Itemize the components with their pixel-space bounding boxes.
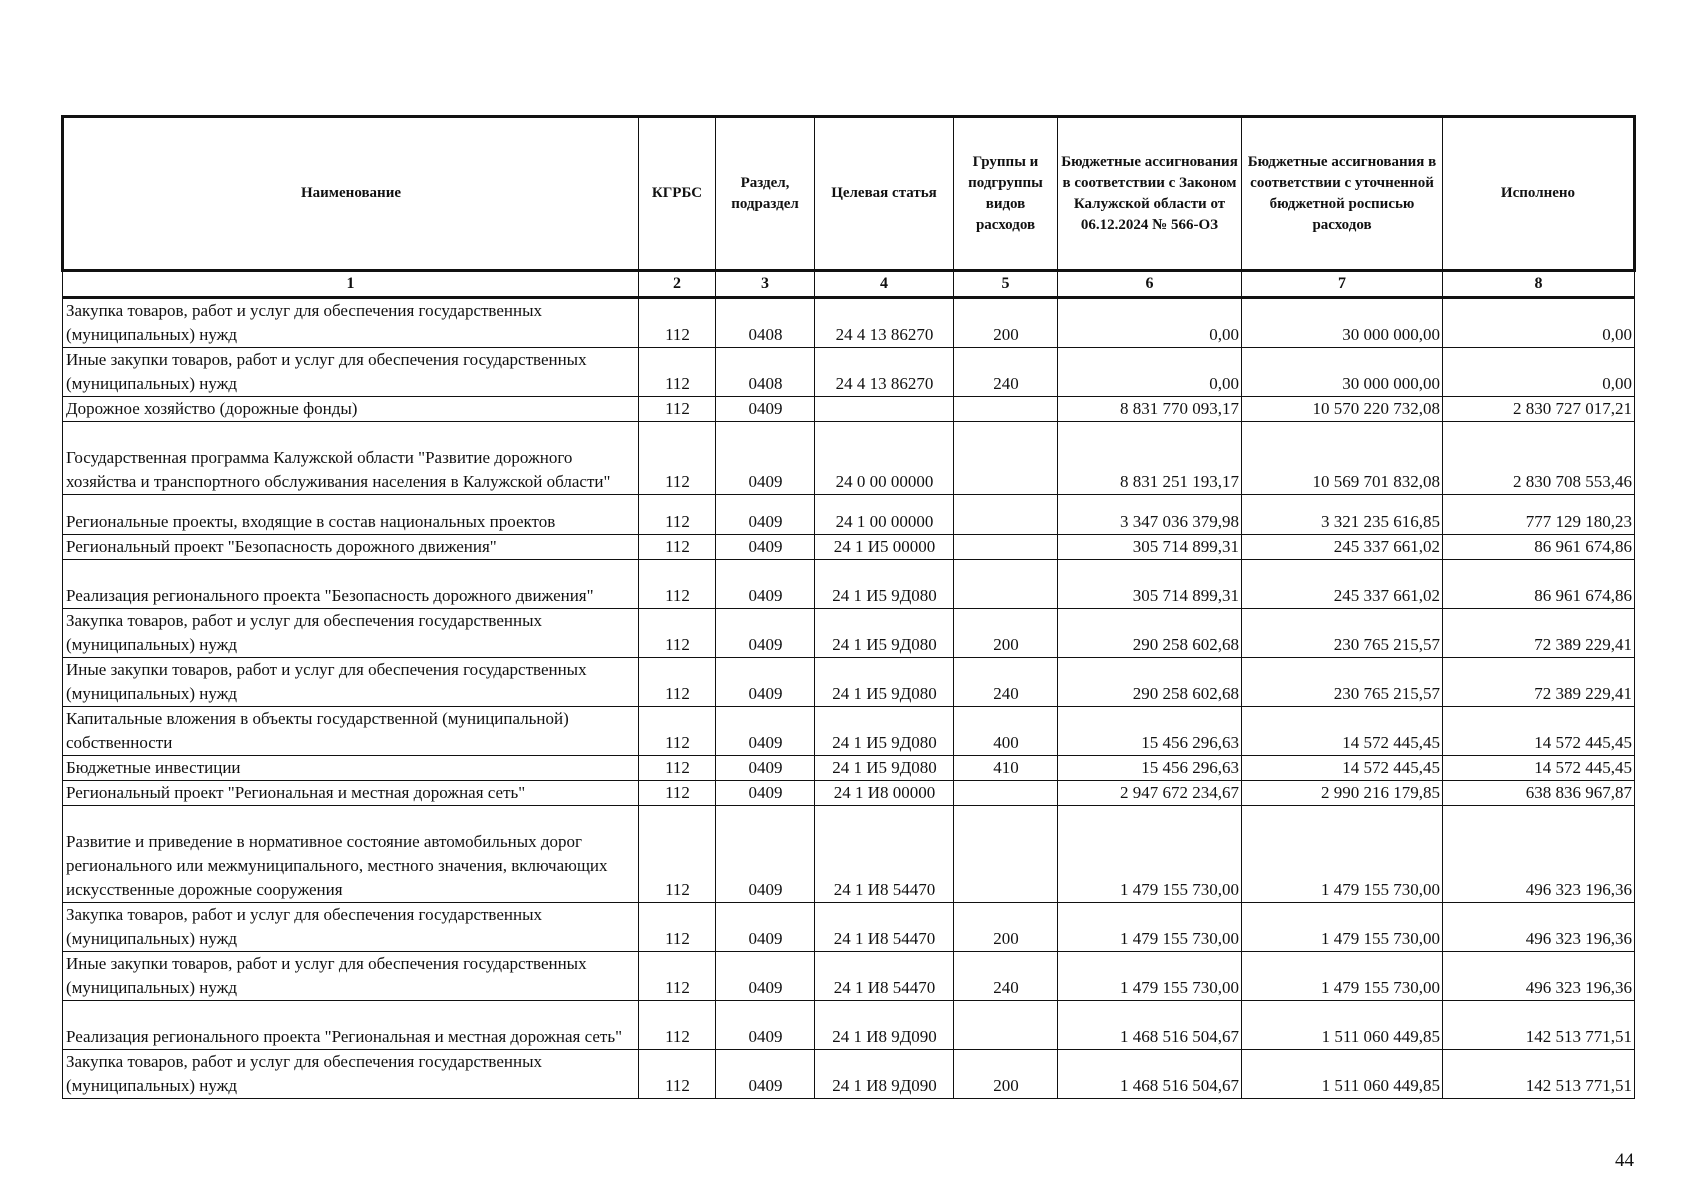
cell-section: 0409: [716, 1050, 815, 1099]
cell-name: Региональный проект "Безопасность дорожного движения": [63, 535, 639, 560]
cell-target-article: 24 1 И5 9Д080: [815, 560, 954, 609]
cell-law-allocation: 1 468 516 504,67: [1058, 1001, 1242, 1050]
cell-kgrbs: 112: [639, 903, 716, 952]
cell-expense-group: [954, 781, 1058, 806]
cell-expense-group: [954, 422, 1058, 495]
cell-executed: 496 323 196,36: [1443, 806, 1635, 903]
cell-kgrbs: 112: [639, 756, 716, 781]
header-expense-groups: Группы и подгруппы видов расходов: [954, 117, 1058, 271]
cell-revised-allocation: 230 765 215,57: [1242, 609, 1443, 658]
cell-name: Дорожное хозяйство (дорожные фонды): [63, 397, 639, 422]
cell-revised-allocation: 3 321 235 616,85: [1242, 495, 1443, 535]
header-name: Наименование: [63, 117, 639, 271]
page-number: 44: [1615, 1150, 1634, 1171]
cell-executed: 86 961 674,86: [1443, 535, 1635, 560]
cell-expense-group: 400: [954, 707, 1058, 756]
cell-kgrbs: 112: [639, 348, 716, 397]
cell-target-article: 24 1 И5 9Д080: [815, 609, 954, 658]
cell-expense-group: 200: [954, 298, 1058, 348]
cell-revised-allocation: 1 511 060 449,85: [1242, 1050, 1443, 1099]
cell-kgrbs: 112: [639, 1001, 716, 1050]
cell-executed: 72 389 229,41: [1443, 609, 1635, 658]
cell-kgrbs: 112: [639, 560, 716, 609]
cell-revised-allocation: 14 572 445,45: [1242, 707, 1443, 756]
cell-revised-allocation: 245 337 661,02: [1242, 560, 1443, 609]
cell-revised-allocation: 30 000 000,00: [1242, 348, 1443, 397]
cell-target-article: 24 1 И8 00000: [815, 781, 954, 806]
cell-name: Реализация регионального проекта "Региональная и местная дорожная сеть": [63, 1001, 639, 1050]
cell-expense-group: 240: [954, 952, 1058, 1001]
cell-executed: 0,00: [1443, 348, 1635, 397]
cell-law-allocation: 1 468 516 504,67: [1058, 1050, 1242, 1099]
cell-executed: 72 389 229,41: [1443, 658, 1635, 707]
cell-name: Развитие и приведение в нормативное состояние автомобильных дорог регионального или межмуниципального, местного значения, включающих искусственные дорожные сооружения: [63, 806, 639, 903]
cell-kgrbs: 112: [639, 781, 716, 806]
cell-section: 0409: [716, 1001, 815, 1050]
cell-name: Бюджетные инвестиции: [63, 756, 639, 781]
cell-executed: 14 572 445,45: [1443, 707, 1635, 756]
header-executed: Исполнено: [1443, 117, 1635, 271]
cell-law-allocation: 8 831 770 093,17: [1058, 397, 1242, 422]
cell-target-article: 24 1 И8 9Д090: [815, 1001, 954, 1050]
cell-expense-group: 200: [954, 609, 1058, 658]
table-row: [63, 298, 1635, 348]
cell-law-allocation: 1 479 155 730,00: [1058, 806, 1242, 903]
cell-name: Закупка товаров, работ и услуг для обеспечения государственных (муниципальных) нужд: [63, 903, 639, 952]
cell-name: Иные закупки товаров, работ и услуг для обеспечения государственных (муниципальных) нужд: [63, 952, 639, 1001]
table-row: [63, 560, 1635, 609]
cell-executed: 86 961 674,86: [1443, 560, 1635, 609]
column-number: 5: [954, 271, 1058, 298]
cell-name: Региональный проект "Региональная и местная дорожная сеть": [63, 781, 639, 806]
cell-kgrbs: 112: [639, 609, 716, 658]
cell-law-allocation: 290 258 602,68: [1058, 609, 1242, 658]
cell-law-allocation: 8 831 251 193,17: [1058, 422, 1242, 495]
cell-section: 0409: [716, 903, 815, 952]
cell-name: Реализация регионального проекта "Безопасность дорожного движения": [63, 560, 639, 609]
cell-revised-allocation: 230 765 215,57: [1242, 658, 1443, 707]
cell-name: Закупка товаров, работ и услуг для обеспечения государственных (муниципальных) нужд: [63, 298, 639, 348]
table-row: [63, 806, 1635, 903]
cell-expense-group: 410: [954, 756, 1058, 781]
table-row: [63, 658, 1635, 707]
table-row: [63, 903, 1635, 952]
cell-revised-allocation: 30 000 000,00: [1242, 298, 1443, 348]
cell-expense-group: [954, 560, 1058, 609]
cell-kgrbs: 112: [639, 397, 716, 422]
cell-name: Государственная программа Калужской области "Развитие дорожного хозяйства и транспортного обслуживания населения в Калужской области": [63, 422, 639, 495]
header-row: [63, 117, 1635, 271]
cell-section: 0409: [716, 397, 815, 422]
table-row: [63, 495, 1635, 535]
cell-section: 0409: [716, 609, 815, 658]
column-number-row: [63, 271, 1635, 298]
cell-revised-allocation: 14 572 445,45: [1242, 756, 1443, 781]
cell-target-article: 24 4 13 86270: [815, 348, 954, 397]
cell-law-allocation: 15 456 296,63: [1058, 707, 1242, 756]
cell-name: Иные закупки товаров, работ и услуг для обеспечения государственных (муниципальных) нужд: [63, 348, 639, 397]
cell-section: 0409: [716, 781, 815, 806]
cell-revised-allocation: 2 990 216 179,85: [1242, 781, 1443, 806]
cell-target-article: 24 1 И5 9Д080: [815, 756, 954, 781]
cell-target-article: 24 1 И5 9Д080: [815, 707, 954, 756]
table-row: [63, 422, 1635, 495]
cell-revised-allocation: 1 479 155 730,00: [1242, 903, 1443, 952]
cell-target-article: 24 1 И8 9Д090: [815, 1050, 954, 1099]
cell-revised-allocation: 10 570 220 732,08: [1242, 397, 1443, 422]
table-body: [63, 298, 1635, 1099]
table-header: [63, 117, 1635, 271]
cell-section: 0409: [716, 658, 815, 707]
cell-revised-allocation: 1 479 155 730,00: [1242, 952, 1443, 1001]
header-law-allocations: Бюджетные ассигнования в соответствии с Законом Калужской области от 06.12.2024 № 566-ОЗ: [1058, 117, 1242, 271]
cell-section: 0409: [716, 535, 815, 560]
cell-expense-group: [954, 806, 1058, 903]
cell-target-article: 24 1 И8 54470: [815, 952, 954, 1001]
cell-kgrbs: 112: [639, 298, 716, 348]
cell-target-article: 24 0 00 00000: [815, 422, 954, 495]
cell-executed: 496 323 196,36: [1443, 903, 1635, 952]
column-number: 8: [1443, 271, 1635, 298]
cell-revised-allocation: 245 337 661,02: [1242, 535, 1443, 560]
cell-section: 0408: [716, 348, 815, 397]
cell-target-article: 24 1 И8 54470: [815, 806, 954, 903]
table-row: [63, 397, 1635, 422]
cell-kgrbs: 112: [639, 707, 716, 756]
cell-name: Иные закупки товаров, работ и услуг для обеспечения государственных (муниципальных) нужд: [63, 658, 639, 707]
cell-section: 0409: [716, 560, 815, 609]
cell-law-allocation: 0,00: [1058, 348, 1242, 397]
cell-law-allocation: 290 258 602,68: [1058, 658, 1242, 707]
cell-executed: 14 572 445,45: [1443, 756, 1635, 781]
cell-target-article: 24 1 И8 54470: [815, 903, 954, 952]
cell-law-allocation: 3 347 036 379,98: [1058, 495, 1242, 535]
header-revised-allocations: Бюджетные ассигнования в соответствии с уточненной бюджетной росписью расходов: [1242, 117, 1443, 271]
table-row: [63, 952, 1635, 1001]
table-row: [63, 707, 1635, 756]
cell-kgrbs: 112: [639, 422, 716, 495]
cell-name: Региональные проекты, входящие в состав национальных проектов: [63, 495, 639, 535]
cell-name: Капитальные вложения в объекты государственной (муниципальной) собственности: [63, 707, 639, 756]
cell-law-allocation: 0,00: [1058, 298, 1242, 348]
cell-expense-group: 240: [954, 348, 1058, 397]
cell-kgrbs: 112: [639, 1050, 716, 1099]
cell-expense-group: [954, 495, 1058, 535]
column-number: 4: [815, 271, 954, 298]
cell-law-allocation: 305 714 899,31: [1058, 535, 1242, 560]
cell-kgrbs: 112: [639, 806, 716, 903]
cell-law-allocation: 1 479 155 730,00: [1058, 903, 1242, 952]
cell-law-allocation: 1 479 155 730,00: [1058, 952, 1242, 1001]
cell-kgrbs: 112: [639, 952, 716, 1001]
table-row: [63, 535, 1635, 560]
cell-revised-allocation: 1 511 060 449,85: [1242, 1001, 1443, 1050]
table-row: [63, 756, 1635, 781]
cell-section: 0409: [716, 495, 815, 535]
table-row: [63, 609, 1635, 658]
cell-executed: 0,00: [1443, 298, 1635, 348]
table-row: [63, 348, 1635, 397]
header-target-article: Целевая статья: [815, 117, 954, 271]
table-row: [63, 781, 1635, 806]
table-row: [63, 1001, 1635, 1050]
cell-section: 0408: [716, 298, 815, 348]
cell-executed: 777 129 180,23: [1443, 495, 1635, 535]
cell-expense-group: [954, 397, 1058, 422]
cell-executed: 2 830 708 553,46: [1443, 422, 1635, 495]
cell-kgrbs: 112: [639, 495, 716, 535]
cell-target-article: [815, 397, 954, 422]
header-kgrbs: КГРБС: [639, 117, 716, 271]
column-number: 3: [716, 271, 815, 298]
cell-kgrbs: 112: [639, 658, 716, 707]
table-row: [63, 1050, 1635, 1099]
cell-section: 0409: [716, 952, 815, 1001]
header-section: Раздел, подраздел: [716, 117, 815, 271]
cell-executed: 638 836 967,87: [1443, 781, 1635, 806]
cell-executed: 142 513 771,51: [1443, 1001, 1635, 1050]
cell-name: Закупка товаров, работ и услуг для обеспечения государственных (муниципальных) нужд: [63, 609, 639, 658]
cell-section: 0409: [716, 707, 815, 756]
column-number: 7: [1242, 271, 1443, 298]
cell-target-article: 24 1 И5 00000: [815, 535, 954, 560]
cell-expense-group: [954, 1001, 1058, 1050]
cell-expense-group: 240: [954, 658, 1058, 707]
cell-revised-allocation: 1 479 155 730,00: [1242, 806, 1443, 903]
cell-executed: 142 513 771,51: [1443, 1050, 1635, 1099]
budget-table: [61, 115, 1636, 1099]
cell-law-allocation: 15 456 296,63: [1058, 756, 1242, 781]
cell-name: Закупка товаров, работ и услуг для обеспечения государственных (муниципальных) нужд: [63, 1050, 639, 1099]
column-number: 1: [63, 271, 639, 298]
cell-expense-group: [954, 535, 1058, 560]
column-number: 2: [639, 271, 716, 298]
cell-revised-allocation: 10 569 701 832,08: [1242, 422, 1443, 495]
cell-law-allocation: 2 947 672 234,67: [1058, 781, 1242, 806]
cell-law-allocation: 305 714 899,31: [1058, 560, 1242, 609]
cell-expense-group: 200: [954, 903, 1058, 952]
cell-executed: 496 323 196,36: [1443, 952, 1635, 1001]
column-number: 6: [1058, 271, 1242, 298]
cell-kgrbs: 112: [639, 535, 716, 560]
cell-target-article: 24 1 И5 9Д080: [815, 658, 954, 707]
cell-target-article: 24 4 13 86270: [815, 298, 954, 348]
cell-executed: 2 830 727 017,21: [1443, 397, 1635, 422]
cell-section: 0409: [716, 806, 815, 903]
cell-target-article: 24 1 00 00000: [815, 495, 954, 535]
cell-section: 0409: [716, 756, 815, 781]
cell-expense-group: 200: [954, 1050, 1058, 1099]
cell-section: 0409: [716, 422, 815, 495]
